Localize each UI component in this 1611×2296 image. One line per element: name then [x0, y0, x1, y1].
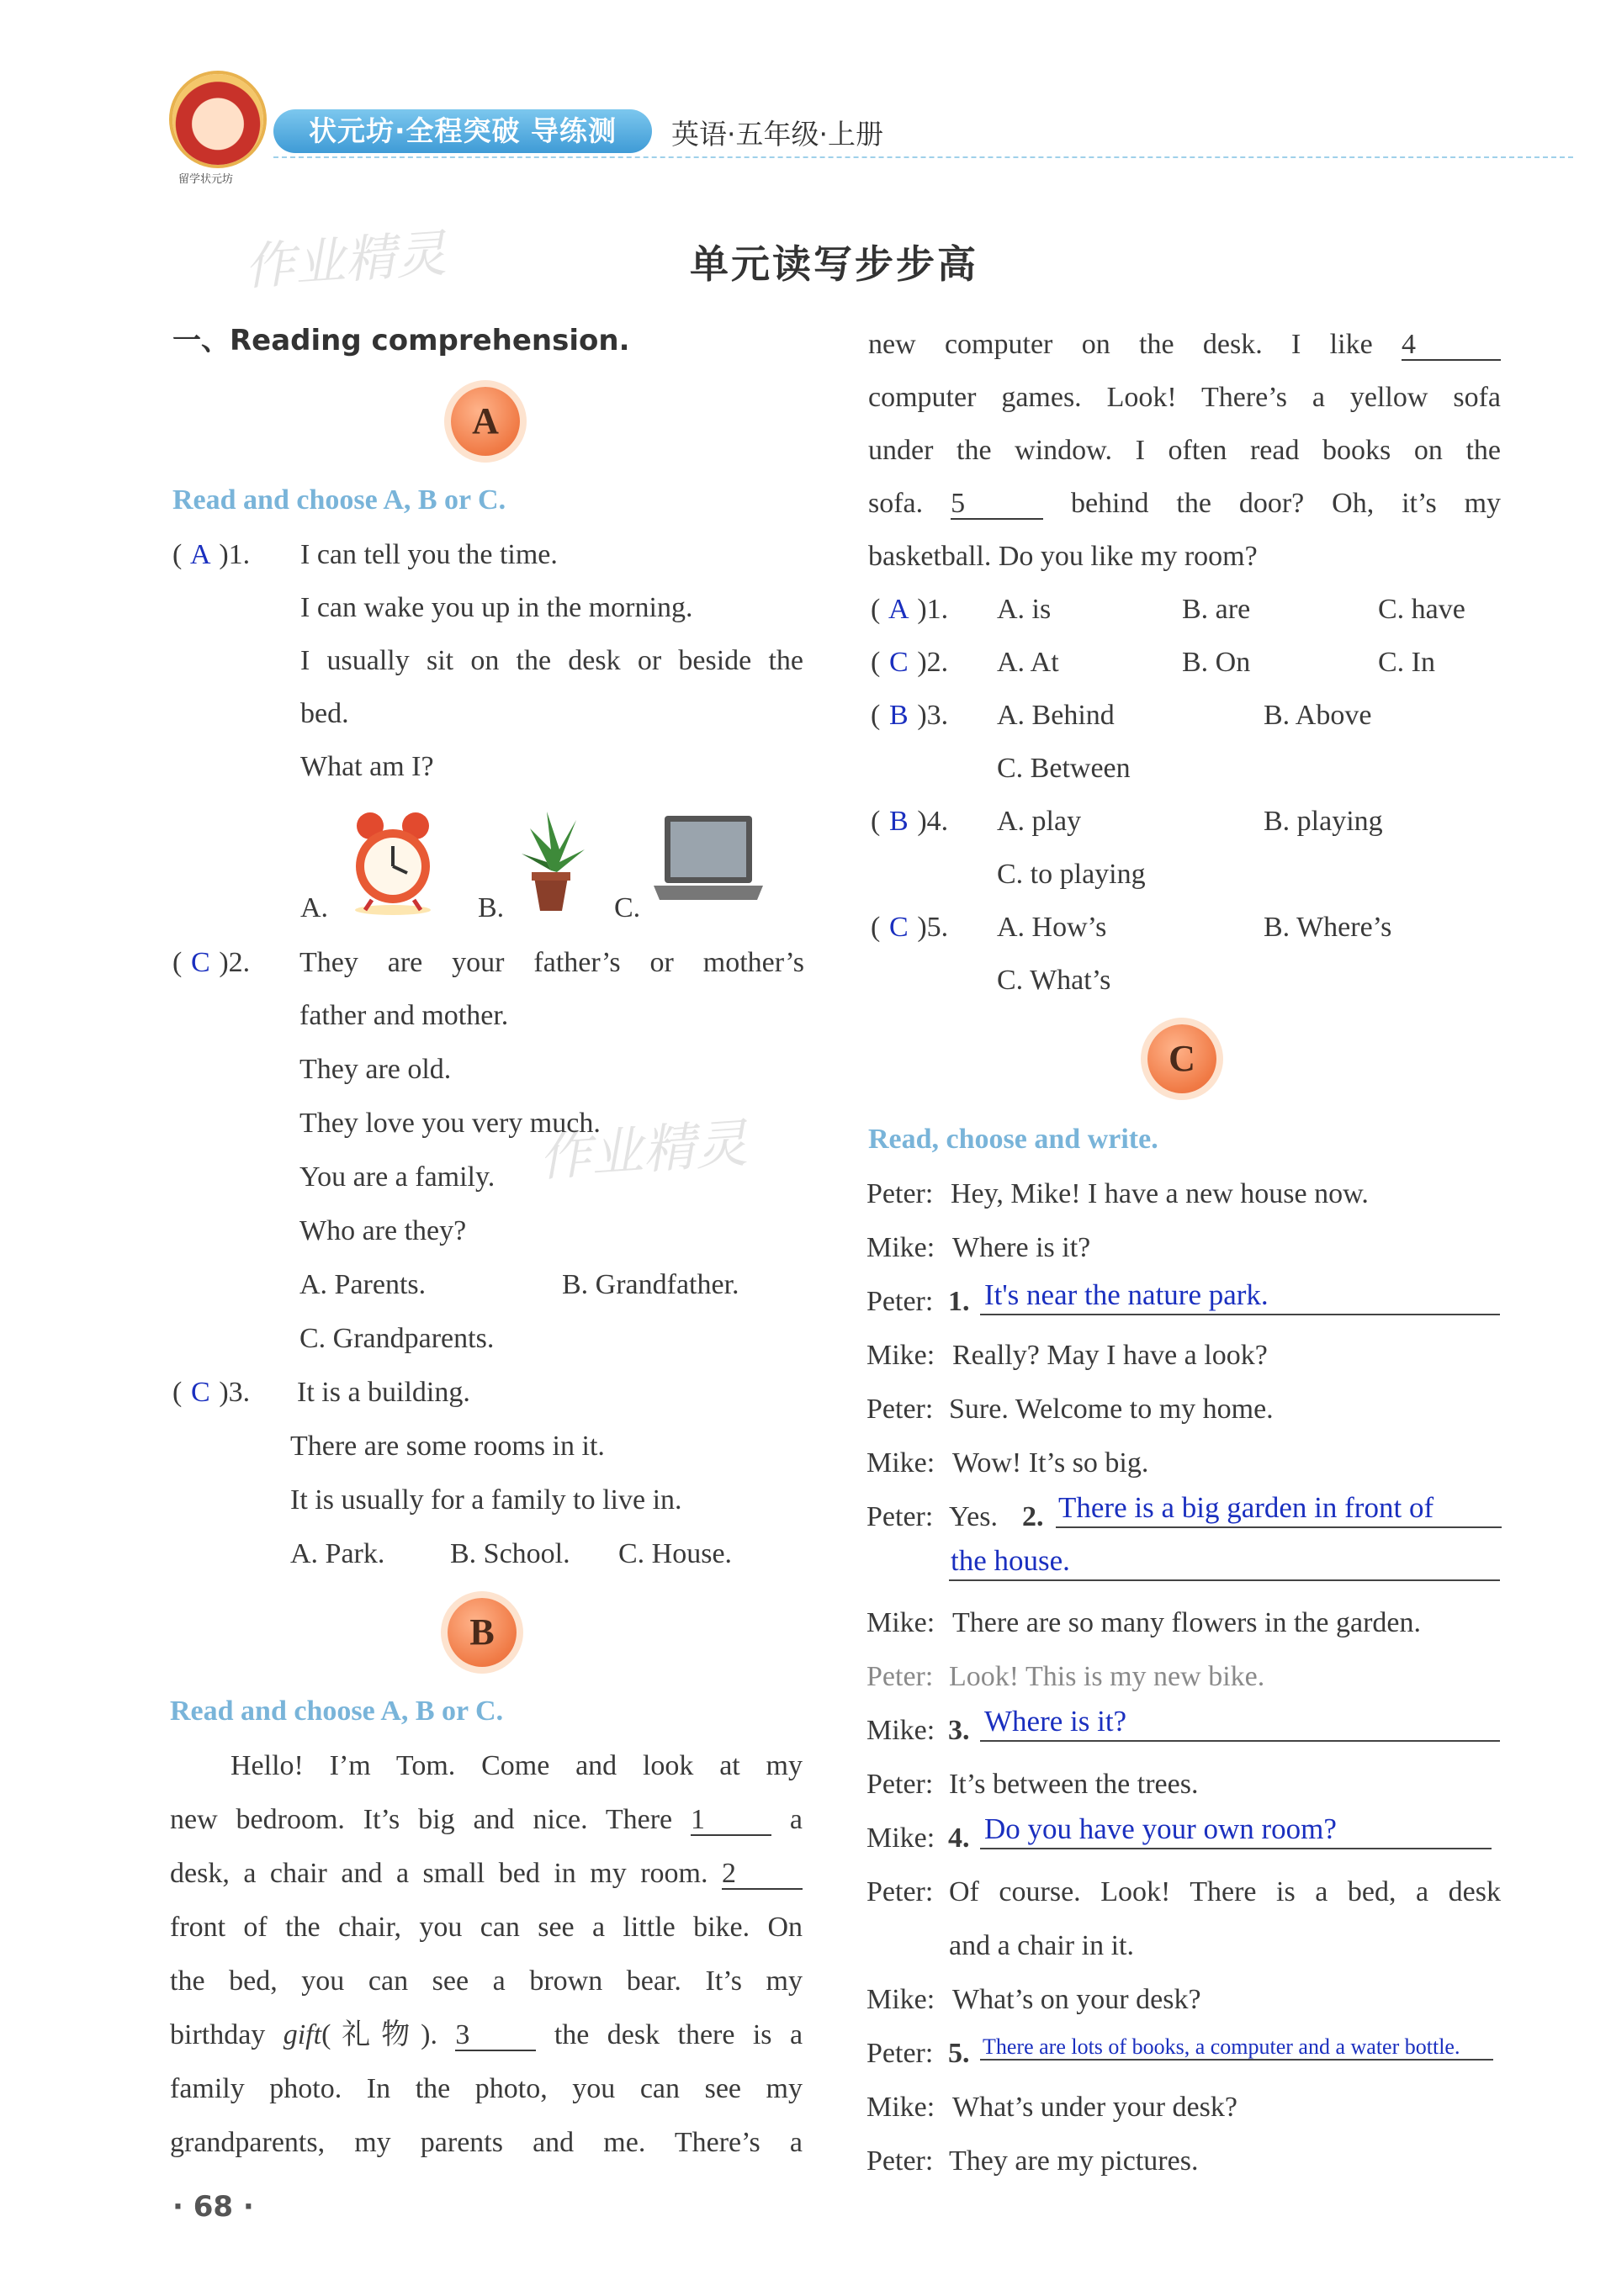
answer-2-text-cont: the house.: [951, 1544, 1070, 1577]
watermark-middle: 作业精灵: [537, 1112, 750, 1188]
dialogue-text-14: What’s on your desk?: [952, 1984, 1201, 2015]
page-title: 单元读写步步高: [690, 241, 978, 287]
b-q3-number: ( B )3.: [871, 700, 949, 731]
b-q2-number: ( C )2.: [871, 647, 949, 678]
q2-line-3: They are old.: [299, 1054, 452, 1085]
b-q4-option-b: B. playing: [1264, 806, 1383, 837]
q2-line-1: They are your father’s or mother’s: [299, 947, 804, 978]
dialogue-text-8: There are so many flowers in the garden.: [952, 1607, 1421, 1638]
passage-right-line-4: sofa. 5 behind the door? Oh, it’s my: [868, 488, 1502, 519]
answer-5-text: There are lots of books, a computer and a water bottle.: [983, 2034, 1460, 2059]
q1-option-c-label: C.: [614, 892, 641, 923]
answer-1-number: 1.: [948, 1286, 970, 1317]
dialogue-text-16: What’s under your desk?: [952, 2092, 1237, 2123]
answer-4-number: 4.: [948, 1823, 970, 1854]
dialogue-speaker-16: Mike:: [866, 2092, 935, 2123]
part-b-instruction: Read and choose A, B or C.: [170, 1696, 504, 1727]
dialogue-text-13-cont: and a chair in it.: [949, 1930, 1134, 1961]
part-a-instruction: Read and choose A, B or C.: [172, 484, 506, 516]
watermark-top: 作业精灵: [242, 224, 448, 298]
passage-line-4: front of the chair, you can see a little bike. On: [170, 1912, 803, 1943]
q1-option-a-label: A.: [300, 892, 329, 923]
answer-2-text: There is a big garden in front of: [1058, 1491, 1434, 1524]
mascot-logo: [172, 74, 263, 165]
b-q5-answer: C: [888, 912, 909, 943]
dialogue-speaker-9: Peter:: [866, 1661, 934, 1692]
answer-4-text: Do you have your own room?: [984, 1812, 1337, 1845]
q2-answer: C: [190, 947, 210, 978]
b-q1-option-c: C. have: [1378, 594, 1465, 625]
dialogue-text-9: Look! This is my new bike.: [949, 1661, 1265, 1692]
b-q1-option-a: A. is: [997, 594, 1052, 625]
brand-banner: 状元坊·全程突破 导练测: [273, 109, 652, 153]
q3-answer: C: [190, 1377, 210, 1408]
passage-right-line-2: computer games. Look! There’s a yellow sofa: [868, 382, 1501, 413]
q3-number: ( C )3.: [172, 1377, 251, 1408]
passage-line-7: family photo. In the photo, you can see my: [170, 2073, 803, 2104]
q3-line-2: There are some rooms in it.: [290, 1431, 605, 1462]
q1-line-2: I can wake you up in the morning.: [300, 592, 693, 623]
passage-line-5: the bed, you can see a brown bear. It’s my: [170, 1965, 803, 1997]
b-q2-answer: C: [888, 647, 909, 678]
header: [0, 0, 1611, 193]
answer-3-underline: [980, 1740, 1500, 1742]
passage-line-1: Hello! I’m Tom. Come and look at my: [231, 1750, 803, 1781]
q3-option-a: A. Park.: [290, 1538, 385, 1569]
passage-line-6: birthday gift(礼物). 3 the desk there is a: [170, 2019, 803, 2050]
q1-line-3: I usually sit on the desk or beside the: [300, 645, 803, 676]
passage-line-8: grandparents, my parents and me. There’s a: [170, 2127, 803, 2158]
q1-line-5: What am I?: [300, 751, 434, 782]
q1-answer: A: [190, 539, 211, 570]
passage-right-line-5: basketball. Do you like my room?: [868, 541, 1258, 572]
dialogue-text-1: Hey, Mike! I have a new house now.: [951, 1178, 1369, 1209]
dialogue-speaker-10: Mike:: [866, 1715, 935, 1746]
answer-5-number: 5.: [948, 2038, 970, 2069]
b-q5-option-b: B. Where’s: [1264, 912, 1392, 943]
subject-title: 英语·五年级·上册: [671, 118, 883, 151]
answer-3-text: Where is it?: [984, 1705, 1127, 1738]
b-q4-option-c: C. to playing: [997, 859, 1146, 890]
answer-5-underline: [980, 2059, 1493, 2061]
dialogue-text-5: Sure. Welcome to my home.: [949, 1394, 1274, 1425]
answer-1-text: It's near the nature park.: [984, 1278, 1269, 1311]
b-q2-option-b: B. On: [1182, 647, 1251, 678]
b-q1-option-b: B. are: [1182, 594, 1251, 625]
dialogue-text-2: Where is it?: [952, 1232, 1091, 1263]
b-q5-number: ( C )5.: [871, 912, 949, 943]
b-q3-answer: B: [888, 700, 909, 731]
q2-line-2: father and mother.: [299, 1000, 509, 1031]
answer-4-underline: [980, 1848, 1492, 1849]
badge-c: C: [1147, 1024, 1216, 1093]
b-q3-option-c: C. Between: [997, 753, 1131, 784]
logo-caption: 留学状元坊: [178, 173, 234, 186]
blank-4: 4: [1402, 331, 1501, 361]
dialogue-text-11: It’s between the trees.: [949, 1769, 1199, 1800]
q2-line-6: Who are they?: [299, 1215, 467, 1246]
dialogue-text-13: Of course. Look! There is a bed, a desk: [949, 1876, 1501, 1907]
dialogue-speaker-12: Mike:: [866, 1823, 935, 1854]
blank-5: 5: [951, 489, 1043, 520]
dialogue-text-6: Wow! It’s so big.: [952, 1447, 1149, 1479]
blank-3: 3: [455, 2021, 536, 2051]
b-q4-answer: B: [888, 806, 909, 837]
page-number: · 68 ·: [172, 2190, 254, 2224]
q2-number: ( C )2.: [172, 947, 251, 978]
b-q1-answer: A: [888, 594, 909, 625]
b-q4-option-a: A. play: [997, 806, 1082, 837]
dialogue-speaker-2: Mike:: [866, 1232, 935, 1263]
dialogue-text-7: Yes.: [949, 1501, 998, 1532]
b-q2-option-c: C. In: [1378, 647, 1435, 678]
laptop-icon: [649, 812, 767, 908]
passage-right-line-1: new computer on the desk. I like 4: [868, 328, 1501, 362]
b-q4-number: ( B )4.: [871, 806, 949, 837]
q2-option-c: C. Grandparents.: [299, 1323, 495, 1354]
b-q5-option-c: C. What’s: [997, 965, 1111, 996]
q3-line-1: It is a building.: [297, 1377, 470, 1408]
dialogue-speaker-8: Mike:: [866, 1607, 935, 1638]
dialogue-speaker-1: Peter:: [866, 1178, 934, 1209]
q2-option-b: B. Grandfather.: [562, 1269, 739, 1300]
b-q2-option-a: A. At: [997, 647, 1059, 678]
dialogue-speaker-7: Peter:: [866, 1501, 934, 1532]
dialogue-speaker-15: Peter:: [866, 2038, 934, 2069]
dialogue-speaker-17: Peter:: [866, 2145, 934, 2177]
q1-line-4: bed.: [300, 698, 349, 729]
q1-number: ( A )1.: [172, 539, 251, 570]
b-q3-option-b: B. Above: [1264, 700, 1372, 731]
passage-right-line-3: under the window. I often read books on the: [868, 435, 1501, 466]
q1-option-b-label: B.: [478, 892, 505, 923]
blank-2: 2: [722, 1860, 803, 1890]
q2-line-4: They love you very much.: [299, 1108, 601, 1139]
passage-line-3: desk, a chair and a small bed in my room. 2: [170, 1857, 803, 1891]
b-q1-number: ( A )1.: [871, 594, 949, 625]
dialogue-speaker-3: Peter:: [866, 1286, 934, 1317]
q1-line-1: I can tell you the time.: [300, 539, 558, 570]
q3-option-b: B. School.: [450, 1538, 570, 1569]
answer-2-underline-cont: [949, 1579, 1500, 1581]
dialogue-speaker-11: Peter:: [866, 1769, 934, 1800]
dialogue-speaker-13: Peter:: [866, 1876, 934, 1907]
answer-2-underline: [1056, 1526, 1502, 1528]
b-q3-option-a: A. Behind: [997, 700, 1115, 731]
answer-1-underline: [980, 1314, 1500, 1315]
dialogue-speaker-5: Peter:: [866, 1394, 934, 1425]
q3-line-3: It is usually for a family to live in.: [290, 1484, 682, 1516]
b-q5-option-a: A. How’s: [997, 912, 1107, 943]
potted-plant-icon: [513, 803, 589, 917]
section-title: 一、Reading comprehension.: [172, 324, 630, 357]
dialogue-text-4: Really? May I have a look?: [952, 1340, 1268, 1371]
dialogue-speaker-14: Mike:: [866, 1984, 935, 2015]
badge-a: A: [451, 387, 520, 456]
dialogue-speaker-4: Mike:: [866, 1340, 935, 1371]
alarm-clock-icon: [347, 807, 439, 917]
answer-3-number: 3.: [948, 1715, 970, 1746]
dialogue-text-17: They are my pictures.: [949, 2145, 1199, 2177]
dialogue-speaker-6: Mike:: [866, 1447, 935, 1479]
answer-2-number: 2.: [1022, 1501, 1044, 1532]
header-rule: [273, 156, 1573, 158]
passage-line-2: new bedroom. It’s big and nice. There 1 a: [170, 1804, 803, 1835]
q2-line-5: You are a family.: [299, 1161, 495, 1193]
badge-b: B: [448, 1598, 517, 1667]
blank-1: 1: [691, 1806, 771, 1836]
part-c-instruction: Read, choose and write.: [868, 1124, 1158, 1155]
q3-option-c: C. House.: [618, 1538, 733, 1569]
q2-option-a: A. Parents.: [299, 1269, 427, 1300]
